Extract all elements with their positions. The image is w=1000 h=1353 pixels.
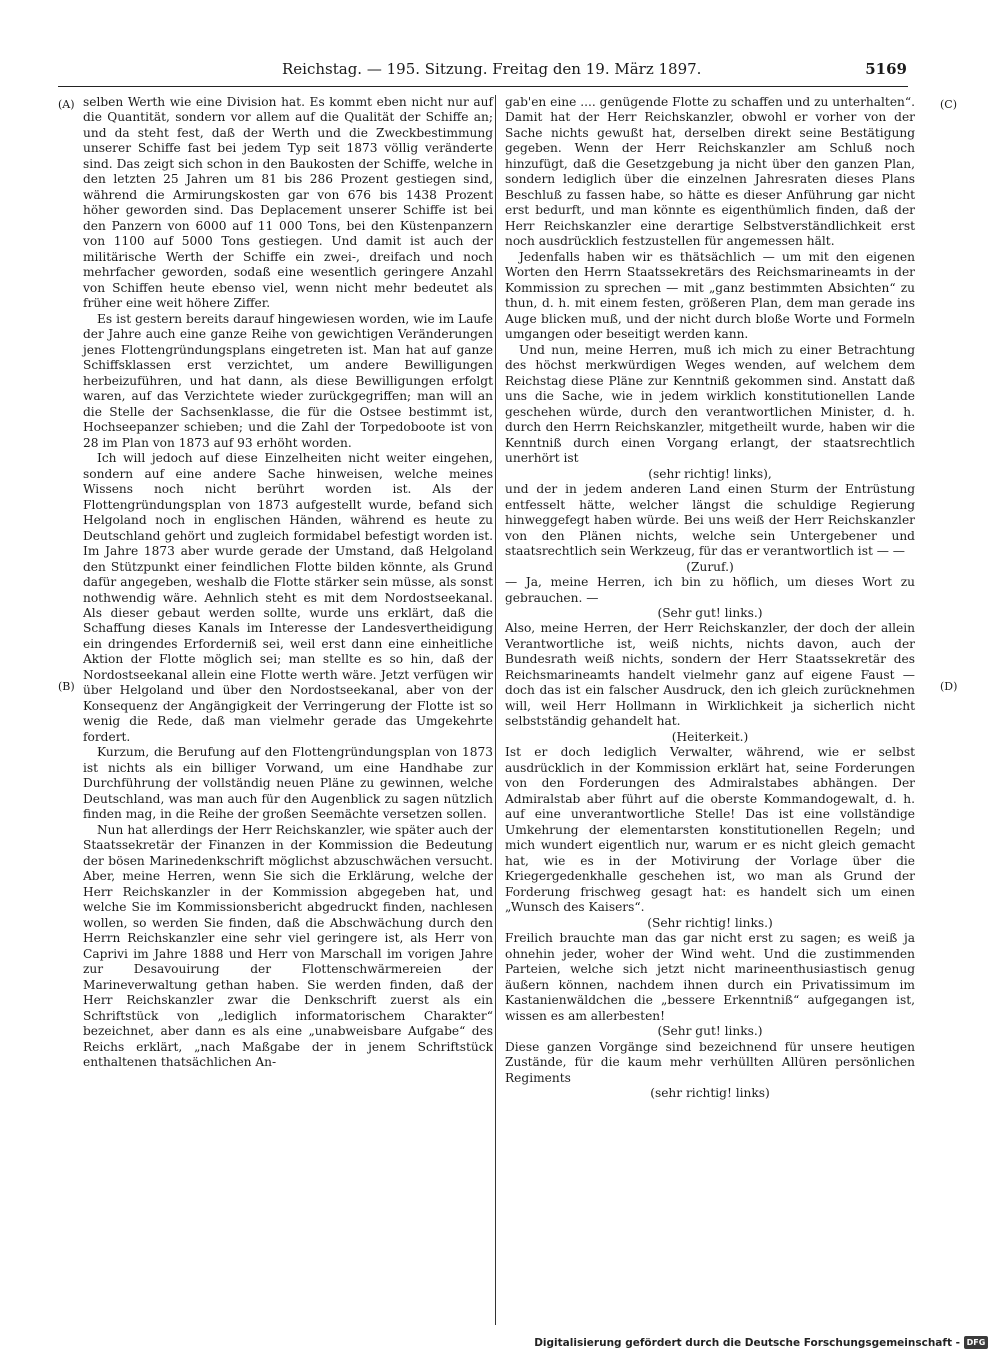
- interjection: (Sehr gut! links.): [657, 605, 763, 620]
- footer-text: Digitalisierung gefördert durch die Deutsche Forschungsgemeinschaft -: [534, 1336, 960, 1349]
- paragraph: Und nun, meine Herren, muß ich mich zu einer Betrachtung des höchst merkwürdigen Weges wenden, auf welchem dem Reichstag diese Pläne zur Kenntniß gekommen sind. Anstatt daß uns die Sache, wie in jedem wirklich konstitutionellen Lande geschehen würde, durch den verantwortlichen Minister, d. h. durch den Herrn Reichskanzler, mitgetheilt wurde, haben wir die Kenntniß durch einen Vorgang erlangt, der staatsrechtlich unerhört ist: [505, 342, 915, 466]
- interjection: (Sehr richtig! links.): [647, 915, 773, 930]
- paragraph: Also, meine Herren, der Herr Reichskanzler, der doch der allein Verantwortliche ist, weiß nichts, nichts davon, auch der Bundesrath weiß nichts, sondern der Herr Staatssekretär des Reichsmarineamts handelt vielmehr ganz auf eigene Faust — doch das ist ein falscher Ausdruck, den ich gleich zurücknehmen will, weil Herr Hollmann in Wirklichkeit ja sicherlich nicht selbstständig gehandelt hat.: [505, 621, 915, 729]
- margin-marker-b: (B): [58, 680, 75, 693]
- paragraph: Kurzum, die Berufung auf den Flottengründungsplan von 1873 ist nichts als ein billiger Vorwand, um eine Handhabe zur Durchführung der vollständig neuen Pläne zu gewinnen, welche Deutschland, was man auch für den Augenblick zu sagen nützlich finden mag, in die Reihe der großen Seemächte versetzen sollen.: [83, 745, 493, 822]
- page-number: 5169: [865, 60, 907, 78]
- paragraph: Nun hat allerdings der Herr Reichskanzler, wie später auch der Staatssekretär der Finanzen in der Kommission die Bedeutung der bösen Marinedenkschrift möglichst abzuschwächen versucht. Aber, meine Herren, wenn Sie sich die Erklärung, welche der Herr Reichskanzler in der Kommission abgegeben hat, und welche Sie im Kommissionsbericht abgedruckt finden, nachlesen wollen, so werden Sie finden, daß die Abschwächung durch den Herrn Reichskanzler eine sehr viel geringere ist, als Herr von Caprivi im Jahre 1888 und Herr von Marschall im vorigen Jahre zur Desavouirung der Flottenschwärmereien der Marineverwaltung gethan haben. Sie werden finden, daß der Herr Reichskanzler zwar die Denkschrift zuerst als ein Schriftstück von „lediglich informatorischem Charakter“ bezeichnet, aber dann es als eine „unabweisbare Aufgabe“ des Reichs erklärt, „nach Maßgabe der in jenem Schriftstück enthaltenen thatsächlichen An-: [83, 822, 493, 1070]
- footer: [534, 1336, 988, 1349]
- page-title: Reichstag. — 195. Sitzung. Freitag den 19. März 1897.: [282, 60, 702, 78]
- paragraph: Ist er doch lediglich Verwalter, während, wie er selbst ausdrücklich in der Kommission erklärt hat, seine Forderungen von den Forderungen des Admiralstabes abhängen. Der Admiralstab aber führt auf die oberste Kommandogewalt, d. h. auf eine unverantwortliche Stelle! Das ist eine vollständige Umkehrung der elementarsten konstitutionellen Regeln; und mich wundert eigentlich nur, warum er es nicht gleich gemacht hat, wie es in der Motivirung der Vorlage über die Kriegergedenkhalle geschehen ist, wo man als Grund der Forderung frischweg gesagt hat: es handelt sich um einen „Wunsch des Kaisers“.: [505, 745, 915, 915]
- paragraph: Ich will jedoch auf diese Einzelheiten nicht weiter eingehen, sondern auf eine andere Sache hinweisen, welche meines Wissens noch nicht berührt worden ist. Als der Flottengründungsplan von 1873 aufgestellt wurde, befand sich Helgoland noch in englischen Händen, während es heute zu Deutschland gehört und zugleich formidabel befestigt worden ist. Im Jahre 1873 aber wurde gerade der Umstand, daß Helgoland den Stützpunkt einer feindlichen Flotte bilden könnte, als Grund dafür angegeben, weshalb die Flotte stärker sein müsse, als sonst nothwendig wäre. Aehnlich steht es mit dem Nordostseekanal. Als dieser gebaut werden sollte, wurde uns erklärt, daß die Schaffung dieses Kanals im Interesse der Landesvertheidigung ein dringendes Erforderniß sei, weil erst dann eine einheitliche Aktion der Flotte möglich sei; man stellte es so hin, daß der Nordostseekanal allein eine Flotte werth wäre. Jetzt verfügen wir über Helgoland und über den Nordostseekanal, aber von der Konsequenz der Angängigkeit der Verringerung der Flotte ist so wenig die Rede, daß man vielmehr gerade das Umgekehrte fordert.: [83, 451, 493, 744]
- paragraph: Diese ganzen Vorgänge sind bezeichnend für unsere heutigen Zustände, für die kaum mehr verhüllten Allüren persönlichen Regiments: [505, 1039, 915, 1085]
- paragraph: Jedenfalls haben wir es thätsächlich — um mit den eigenen Worten den Herrn Staatssekretärs des Reichsmarineamts in der Kommission zu sprechen — mit „ganz bestimmten Absichten“ zu thun, d. h. mit einem festen, größeren Plan, dem man gerade ins Auge blicken muß, und der nicht durch bloße Worte und Formeln umgangen oder beseitigt werden kann.: [505, 249, 915, 342]
- paragraph: gab'en eine .... genügende Flotte zu schaffen und zu unterhalten“. Damit hat der Herr Reichskanzler, obwohl er vorher von der Sache nichts gewußt hat, derselben direkt seine Bestätigung gegeben. Wenn der Herr Reichskanzler am Schluß noch hinzufügt, daß die Gesetzgebung ja nicht über den ganzen Plan, sondern lediglich über die einzelnen Jahresraten dieses Plans Beschluß zu fassen habe, so hätte es dieser Anführung gar nicht erst bedurft, und man könnte es eigenthümlich finden, daß der Herr Reichskanzler eine derartige Selbstverständlichkeit erst noch ausdrücklich festzustellen für angemessen hält.: [505, 95, 915, 249]
- dfg-logo: DFG: [964, 1336, 988, 1349]
- right-column: [505, 95, 915, 1101]
- paragraph: selben Werth wie eine Division hat. Es kommt eben nicht nur auf die Quantität, sondern vor allem auf die Qualität der Schiffe an; und da steht fest, daß der Werth und die Zweckbestimmung unserer Schiffe fast bei jedem Typ seit 1873 völlig veränderte sind. Das zeigt sich schon in den Baukosten der Schiffe, welche in den letzten 25 Jahren um 81 bis 286 Prozent gestiegen sind, während die Armirungskosten gar von 676 bis 1438 Prozent höher geworden sind. Das Deplacement unserer Schiffe ist bei den Panzern von 6000 auf 11 000 Tons, bei den Küstenpanzern von 1100 auf 5000 Tons gestiegen. Und damit ist auch der militärische Werth der Schiffe ein zwei-, dreifach und noch mehrfacher geworden, sodaß eine wesentlich geringere Anzahl von Schiffen heute ebenso viel, wenn nicht mehr bedeutet als früher eine weit höhere Ziffer.: [83, 95, 493, 311]
- margin-marker-a: (A): [58, 98, 75, 111]
- interjection: (Zuruf.): [686, 559, 734, 574]
- interjection: (Sehr gut! links.): [657, 1024, 763, 1039]
- page-header: [262, 60, 907, 82]
- header-rule: [58, 86, 908, 87]
- margin-marker-c: (C): [940, 98, 957, 111]
- interjection: (Heiterkeit.): [671, 729, 749, 744]
- interjection: (sehr richtig! links),: [648, 466, 772, 481]
- paragraph: Es ist gestern bereits darauf hingewiesen worden, wie im Laufe der Jahre auch eine ganze Reihe von gewichtigen Veränderungen jenes Flottengründungsplans eingetreten ist. Man hat auf ganze Schiffsklassen erst verzichtet, um andere Bewilligungen herbeizuführen, und hat dann, als diese Bewilligungen erfolgt waren, auf das Verzichtete wieder zurückgegriffen; man will an die Stelle der Sachsenklasse, die für die Ostsee bestimmt ist, Hochseepanzer schieben; und die Zahl der Torpedoboote ist von 28 im Plan von 1873 auf 93 erhöht worden.: [83, 311, 493, 450]
- paragraph: und der in jedem anderen Land einen Sturm der Entrüstung entfesselt hätte, welcher längst die schuldige Regierung hinweggefegt haben würde. Bei uns weiß der Herr Reichskanzler von den Plänen nichts, welche sein Untergebener und staatsrechtlich sein Werkzeug, für das er verantwortlich ist — —: [505, 482, 915, 559]
- paragraph: Freilich brauchte man das gar nicht erst zu sagen; es weiß ja ohnehin jeder, woher der Wind weht. Und die zustimmenden Parteien, welche sich jetzt nicht marineenthusiastisch genug äußern können, nachdem ihnen durch ein Privatissimum im Kastanienwäldchen die „bessere Erkenntniß“ aufgegangen ist, wissen es am allerbesten!: [505, 931, 915, 1023]
- interjection: (sehr richtig! links): [650, 1086, 770, 1100]
- paragraph: — Ja, meine Herren, ich bin zu höflich, um dieses Wort zu gebrauchen. —: [505, 575, 915, 605]
- column-divider: [495, 95, 496, 1325]
- margin-marker-d: (D): [940, 680, 958, 693]
- left-column: [83, 95, 493, 1071]
